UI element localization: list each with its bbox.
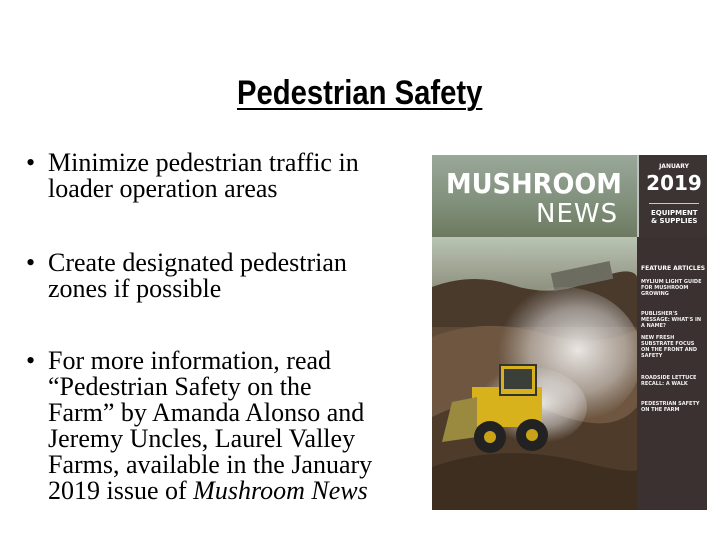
bullet-line: zones if possible: [48, 274, 222, 303]
masthead-title: MUSHROOM: [446, 167, 622, 200]
bullet-line: Jeremy Uncles, Laurel Valley: [48, 424, 356, 453]
bullet-dot: •: [26, 346, 36, 375]
bullet-line: “Pedestrian Safety on the: [48, 372, 312, 401]
issue-month: JANUARY: [659, 163, 689, 170]
issue-theme-line: EQUIPMENT: [651, 209, 698, 217]
feature-title: NEW FRESH SUBSTRATE FOCUS ON THE FRONT AND SAFETY: [641, 335, 697, 359]
feature-item: [641, 375, 703, 387]
magazine-cover: [432, 155, 707, 510]
bullet-dot: •: [26, 148, 36, 177]
feature-title: PUBLISHER'S MESSAGE: WHAT'S IN A NAME?: [641, 311, 702, 329]
divider: [649, 203, 699, 204]
bullet-line: Farms, available in the January: [48, 450, 373, 479]
bullet-line: Farm” by Amanda Alonso and: [48, 398, 365, 427]
slide-title: [0, 74, 720, 113]
bullet-line: Create designated pedestrian: [48, 248, 347, 277]
masthead: [432, 155, 637, 237]
issue-date-box: [637, 155, 707, 237]
feature-item: [641, 311, 703, 329]
feature-item: [641, 335, 703, 359]
bullet-item-3: [24, 348, 424, 504]
bullet-line: Minimize pedestrian traffic in: [48, 148, 359, 177]
feature-title: PEDESTRIAN SAFETY ON THE FARM: [641, 401, 700, 413]
bullet-line: For more information, read: [48, 346, 332, 375]
bullet-item-2: [24, 250, 424, 302]
issue-theme: [651, 209, 707, 225]
feature-item: [641, 401, 703, 413]
bullet-line: 2019 issue of: [48, 476, 194, 505]
feature-title: MYLIUM LIGHT GUIDE FOR MUSHROOM GROWING: [641, 279, 702, 297]
magazine-title: Mushroom News: [193, 476, 368, 505]
bullet-dot: •: [26, 248, 36, 277]
features-heading: FEATURE ARTICLES: [641, 265, 706, 272]
slide-title-text: Pedestrian Safety: [237, 74, 483, 112]
masthead-subtitle: NEWS: [536, 199, 619, 229]
issue-year: 2019: [646, 171, 702, 195]
feature-item: [641, 279, 703, 297]
bullet-item-1: [24, 150, 424, 202]
cover-photo: [432, 237, 637, 510]
issue-theme-line: & SUPPLIES: [651, 217, 698, 225]
feature-title: ROADSIDE LETTUCE RECALL: A WALK: [641, 375, 697, 387]
bullet-line: loader operation areas: [48, 174, 278, 203]
